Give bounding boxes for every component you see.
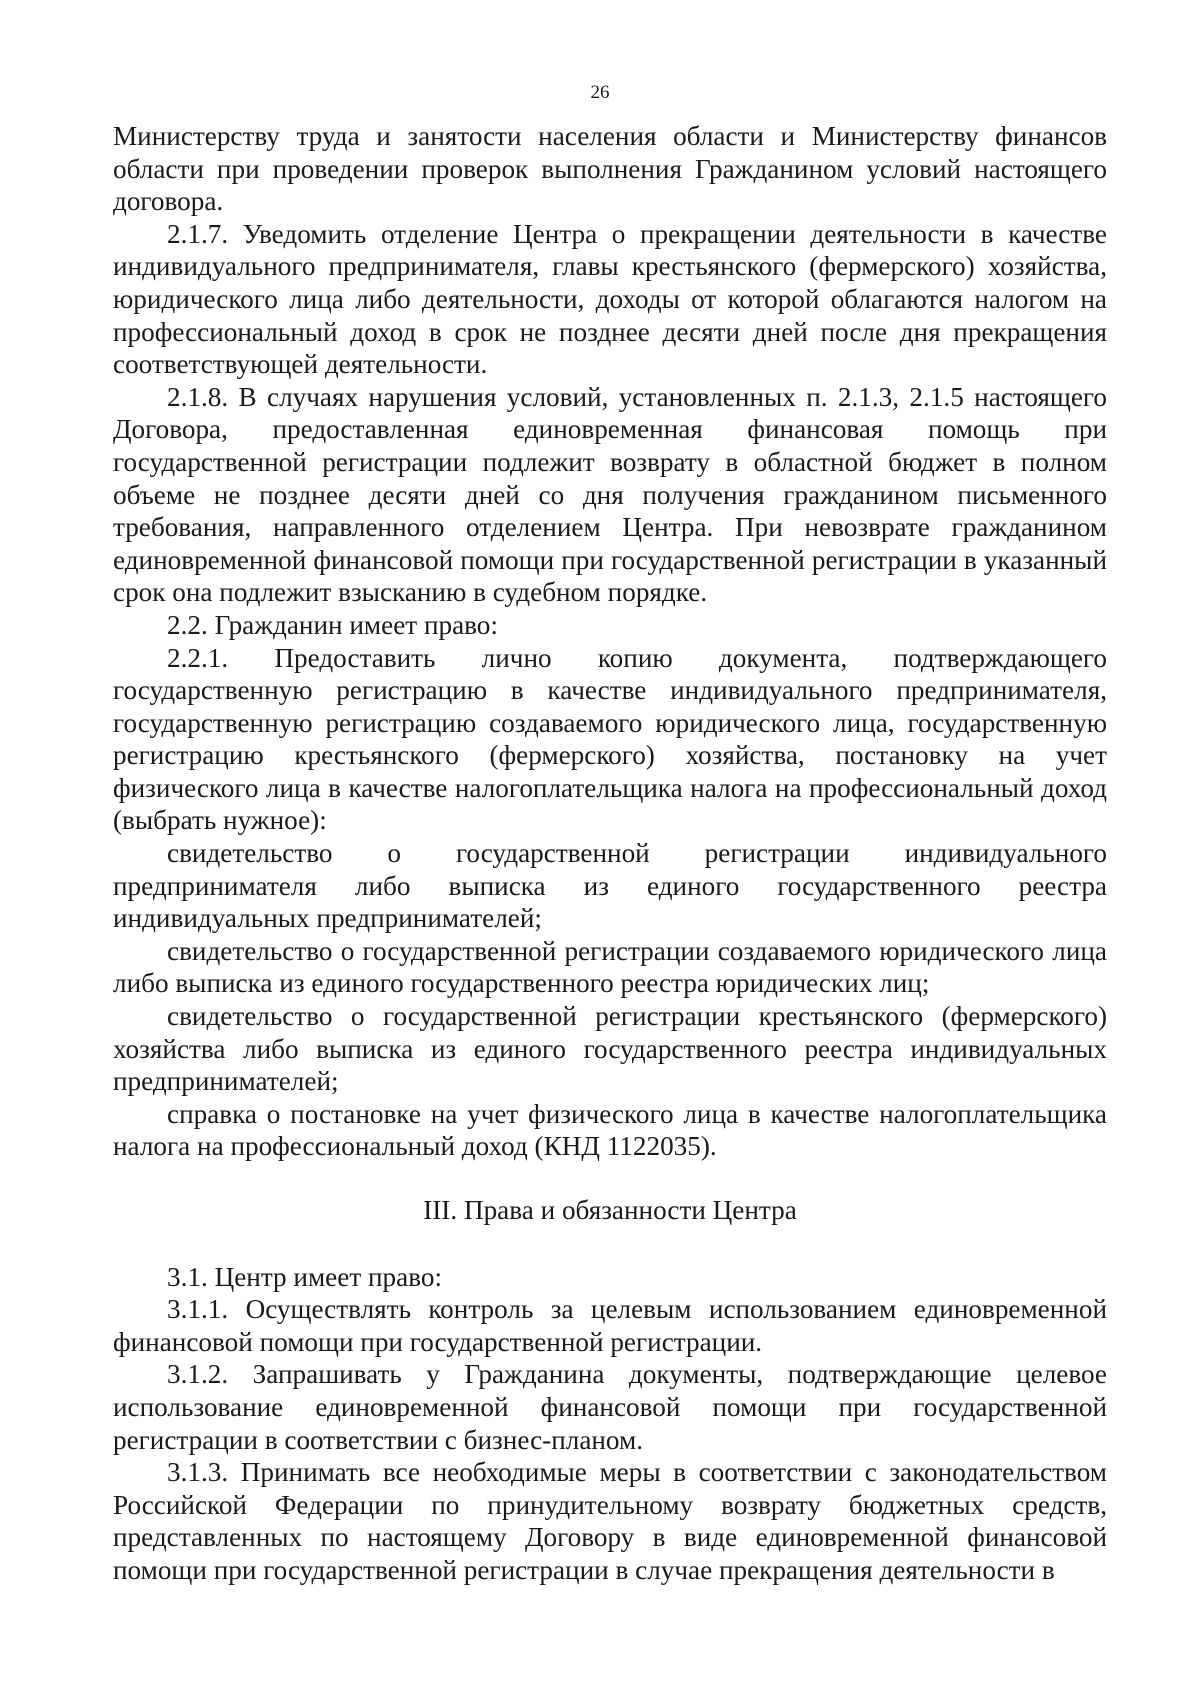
page-number: 26 <box>590 82 610 103</box>
list-item-ip-certificate: свидетельство о государственной регистрации индивидуального предпринимателя либо выписка из единого государственного реестра индивидуальных предпринимателей; <box>113 838 1107 934</box>
document-body <box>113 120 1107 1587</box>
paragraph-3-1-2: 3.1.2. Запрашивать у Гражданина документы, подтверждающие целевое использование единовременной финансовой помощи при государственной регистрации в соответствии с бизнес-планом. <box>113 1359 1107 1455</box>
paragraph-2-1-8: 2.1.8. В случаях нарушения условий, установленных п. 2.1.3, 2.1.5 настоящего Договора, предоставленная единовременная финансовая помощь при государственной регистрации подлежит возврату в областной бюджет в полном объеме не позднее десяти дней со дня получения гражданином письменного требования, направленного отделением Центра. При невозврате гражданином единовременной финансовой помощи при государственной регистрации в указанный срок она подлежит взысканию в судебном порядке. <box>113 381 1107 608</box>
paragraph-2-1-7: 2.1.7. Уведомить отделение Центра о прекращении деятельности в качестве индивидуального предпринимателя, главы крестьянского (фермерского) хозяйства, юридического лица либо деятельности, доходы от которой облагаются налогом на профессиональный доход в срок не позднее десяти дней после дня прекращения соответствующей деятельности. <box>113 218 1107 380</box>
paragraph-intro-continuation: Министерству труда и занятости населения области и Министерству финансов области при проведении проверок выполнения Гражданином условий настоящего договора. <box>113 121 1107 217</box>
paragraph-3-1: 3.1. Центр имеет право: <box>167 1261 443 1292</box>
section-heading: III. Права и обязанности Центра <box>423 1195 797 1225</box>
paragraph-2-2-1: 2.2.1. Предоставить лично копию документа, подтверждающего государственную регистрацию в качестве индивидуального предпринимателя, государственную регистрацию создаваемого юридического лица, государственную регистрацию крестьянского (фермерского) хозяйства, постановку на учет физического лица в качестве налогоплательщика налога на профессиональный доход (выбрать нужное): <box>113 642 1107 836</box>
list-item-legal-entity-certificate: свидетельство о государственной регистрации создаваемого юридического лица либо выписка из единого государственного реестра юридических лиц; <box>113 935 1107 999</box>
paragraph-3-1-3: 3.1.3. Принимать все необходимые меры в соответствии с законодательством Российской Федерации по принудительному возврату бюджетных средств, представленных по настоящему Договору в виде единовременной финансовой помощи при государственной регистрации в случае прекращения деятельности в <box>113 1457 1107 1585</box>
list-item-tax-registration-certificate: справка о постановке на учет физического лица в качестве налогоплательщика налога на профессиональный доход (КНД 1122035). <box>113 1098 1107 1162</box>
list-item-farm-certificate: свидетельство о государственной регистрации крестьянского (фермерского) хозяйства либо выписка из единого государственного реестра индивидуальных предпринимателей; <box>113 1001 1107 1097</box>
paragraph-3-1-1: 3.1.1. Осуществлять контроль за целевым использованием единовременной финансовой помощи при государственной регистрации. <box>113 1294 1107 1357</box>
paragraph-2-2: 2.2. Гражданин имеет право: <box>167 609 498 640</box>
